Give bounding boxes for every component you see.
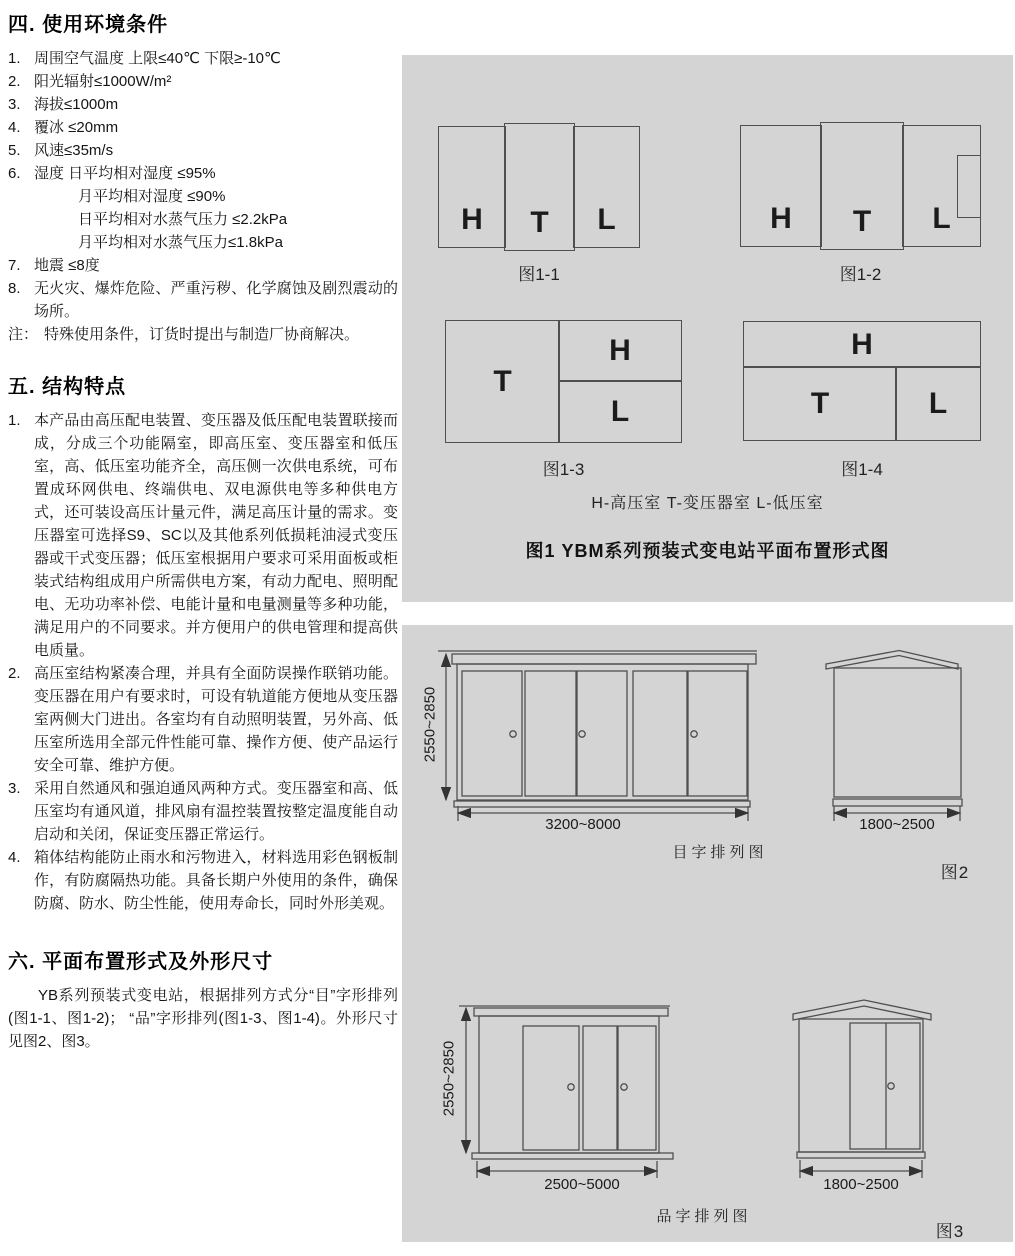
fig3-label: 图3 <box>935 1222 965 1241</box>
letter-t: T <box>530 206 549 239</box>
section-6-heading: 六. 平面布置形式及外形尺寸 <box>8 951 274 973</box>
struct-item-2: 2. 高压室结构紧凑合理，并具有全面防误操作联销功能。变压器在用户有要求时，可设有轨道能方便地从变压器室两侧大门进出。各室均有自动照明装置，另外高、低压室所选用全部元件性能可靠、操作方便、使产品运行安全可靠、维护方便。 <box>8 665 398 774</box>
env-item-1: 1. 周围空气温度 上限≤40℃ 下限≥-10℃ <box>8 50 281 67</box>
letter-h: H <box>461 203 483 236</box>
letter-h: H <box>770 202 792 235</box>
section-6-paragraph: YB系列预装式变电站，根据排列方式分“目”字形排列(图1-1、图1-2)； “品”字形排列(图1-3、图1-4)。外形尺寸见图2、图3。 <box>8 987 398 1050</box>
fig2-front-elevation <box>438 651 757 821</box>
struct-item-3: 3. 采用自然通风和强迫通风两种方式。变压器室和高、低压室均有通风道，排风扇有温控装置按整定温度能自动启动和关闭，保证变压器正常运行。 <box>8 780 398 843</box>
section-5 <box>8 370 398 915</box>
env-item-3: 3. 海拔≤1000m <box>8 96 119 113</box>
letter-l: L <box>597 203 616 236</box>
elevation-drawings <box>402 625 1013 1242</box>
room-h <box>740 125 822 247</box>
env-item-5: 5. 风速≤35m/s <box>8 142 114 159</box>
env-item-6-sub-2: 日平均相对水蒸气压力 ≤2.2kPa <box>78 211 288 228</box>
diagram-1-3 <box>445 320 682 443</box>
fig3-front-label: 品字排列图 <box>656 1208 752 1225</box>
fig2-side-elevation <box>826 651 962 822</box>
letter-t: T <box>852 205 872 238</box>
env-item-7: 7. 地震 ≤8度 <box>8 257 100 274</box>
fig2-front-width-dimension: 3200~8000 <box>545 816 621 833</box>
left-text-column <box>8 8 398 1053</box>
letter-l: L <box>928 386 948 420</box>
diagram-1-1 <box>438 126 640 248</box>
env-item-8: 8. 无火灾、爆炸危险、严重污秽、化学腐蚀及剧烈震动的场所。 <box>8 280 398 320</box>
room-h <box>558 320 682 382</box>
letter-l: L <box>610 394 630 428</box>
room-t <box>445 320 560 443</box>
env-item-6: 6. 湿度 日平均相对湿度 ≤95% 月平均相对湿度 ≤90% 日平均相对水蒸气压力 ≤2.2kPa 月平均相对水蒸气压力≤1.8kPa <box>8 162 398 254</box>
fig2-label: 图2 <box>940 863 970 882</box>
room-l <box>558 380 682 443</box>
env-item-6-sub-3: 月平均相对水蒸气压力≤1.8kPa <box>78 234 283 251</box>
room-t <box>504 123 575 251</box>
figure1-legend: H-高压室 T-变压器室 L-低压室 <box>591 495 824 512</box>
room-t <box>820 122 904 250</box>
caption-1-1: 图1-1 <box>518 265 560 284</box>
cable-compartment <box>957 155 981 218</box>
room-l <box>895 366 981 441</box>
fig3-side-elevation <box>793 1000 931 1178</box>
section-5-heading: 五. 结构特点 <box>8 376 127 398</box>
fig2-front-label: 目字排列图 <box>672 844 768 861</box>
section-4-list <box>8 47 398 346</box>
figure23-panel <box>402 625 1013 1242</box>
diagram-1-2 <box>740 125 981 247</box>
letter-t: T <box>493 364 512 398</box>
fig2-height-dimension: 2550~2850 <box>421 686 439 763</box>
struct-item-4: 4. 箱体结构能防止雨水和污物进入，材料选用彩色钢板制作，有防腐隔热功能。具备长期户外使用的条件，确保防腐、防水、防尘性能，使用寿命长，同时外形美观。 <box>8 849 398 912</box>
env-item-4: 4. 覆冰 ≤20mm <box>8 119 119 136</box>
section-6 <box>8 945 398 1053</box>
fig2-side-width-dimension: 1800~2500 <box>859 816 935 833</box>
fig3-front-elevation <box>459 1006 673 1178</box>
struct-item-1: 1. 本产品由高压配电装置、变压器及低压配电装置联接而成，分成三个功能隔室，即高压室、变压器室和低压室，高、低压室功能齐全，高压侧一次供电系统，可布置成环网供电、终端供电、双电源供电等多种供电方式，还可装设高压计量元件，满足高压计量的需求。变压器室可选择S9、SC以及其他系列低损耗油浸式变压器或干式变压器；低压室根据用户要求可采用面板或柜装式结构组成用户所需供电方案，有动力配电、照明配电、无功功率补偿、电能计量和电量测量等多种功能，满足用户的不同要求。并方便用户的供电管理和提高供电质量。 <box>8 412 398 659</box>
letter-h: H <box>609 334 631 367</box>
env-item-6-sub-1: 月平均相对湿度 ≤90% <box>78 188 226 205</box>
env-item-2: 2. 阳光辐射≤1000W/m² <box>8 73 172 90</box>
room-t <box>743 366 897 441</box>
room-h <box>438 126 506 248</box>
caption-1-4: 图1-4 <box>841 460 883 479</box>
figure1-panel <box>402 55 1013 602</box>
section-4-heading: 四. 使用环境条件 <box>8 14 169 36</box>
room-h <box>743 321 981 368</box>
fig3-front-width-dimension: 2500~5000 <box>544 1176 620 1193</box>
letter-t: T <box>810 386 830 420</box>
env-note: 注： 特殊使用条件，订货时提出与制造厂协商解决。 <box>8 326 360 343</box>
caption-1-2: 图1-2 <box>839 265 882 284</box>
letter-h: H <box>851 327 873 361</box>
figure1-title: 图1 YBM系列预装式变电站平面布置形式图 <box>525 541 890 561</box>
letter-l: L <box>932 202 951 235</box>
caption-1-3: 图1-3 <box>542 460 585 479</box>
fig3-height-dimension: 2550~2850 <box>440 1040 458 1117</box>
diagram-1-4 <box>743 321 981 441</box>
room-l <box>573 126 640 248</box>
fig3-side-width-dimension: 1800~2500 <box>823 1176 899 1193</box>
